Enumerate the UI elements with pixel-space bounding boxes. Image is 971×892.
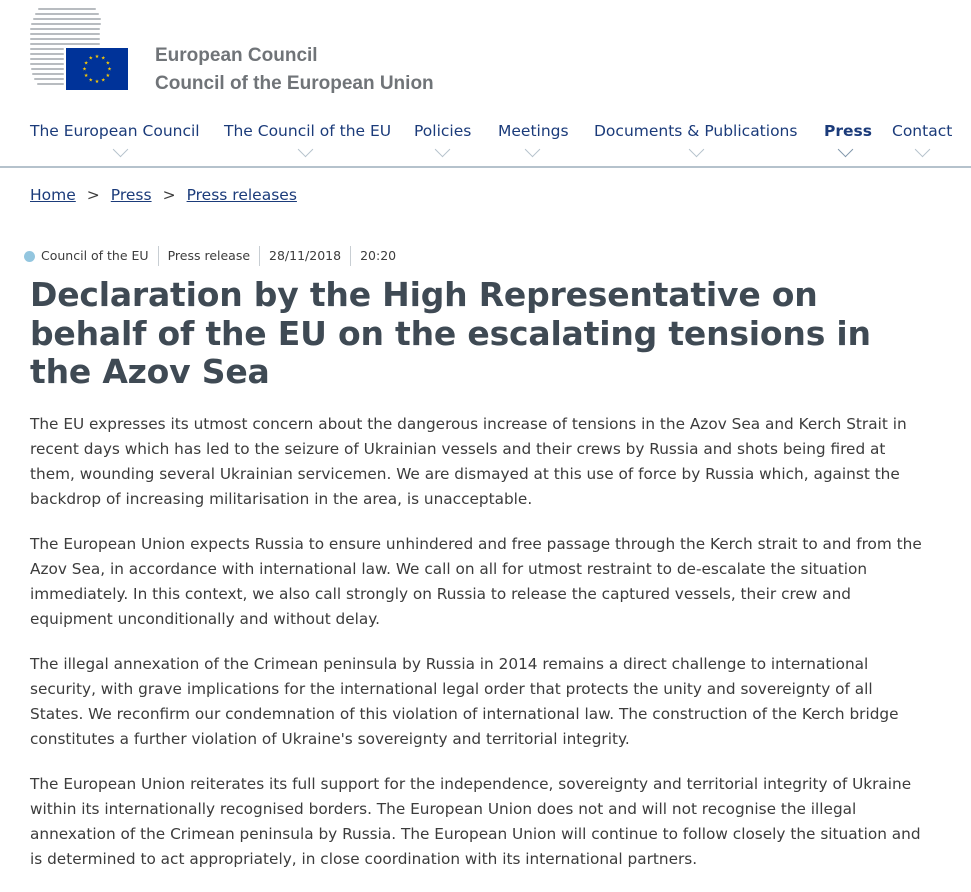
flag-star-icon: ★ <box>101 77 106 84</box>
eu-flag-icon <box>66 48 128 90</box>
brand-line-european-council: European Council <box>155 45 318 66</box>
breadcrumb-press-link[interactable]: Press <box>110 186 152 204</box>
nav-item-meetings[interactable]: Meetings <box>498 122 569 140</box>
flag-star-icon: ★ <box>88 77 93 84</box>
nav-item-european-council[interactable]: The European Council <box>30 122 200 140</box>
eu-council-logo-icon[interactable] <box>30 6 130 90</box>
article-paragraph: The EU expresses its utmost concern about the dangerous increase of tensions in the Azov Sea and Kerch Strait in recent days which has led to the seizure of Ukrainian vessels and their crews by Russia and shots being fired at them, wounding several Ukrainian servicemen. We are dismayed at this use of force by Russia which, against the backdrop of increasing militarisation in the area, is unacceptable. <box>30 415 907 508</box>
nav-item-council-of-eu[interactable]: The Council of the EU <box>224 122 392 140</box>
breadcrumb-separator: > <box>86 186 100 204</box>
breadcrumb-separator: > <box>162 186 176 204</box>
flag-star-icon: ★ <box>82 66 87 73</box>
brand-line-council-of-eu: Council of the European Union <box>155 73 434 94</box>
chevron-down-icon[interactable] <box>689 142 705 158</box>
chevron-down-icon[interactable] <box>435 142 451 158</box>
chevron-down-icon[interactable] <box>113 142 129 158</box>
nav-item-contact[interactable]: Contact <box>892 122 953 140</box>
breadcrumb <box>30 186 297 204</box>
breadcrumb-home-link[interactable]: Home <box>30 186 76 204</box>
source-dot-icon <box>24 251 35 262</box>
nav-item-documents-publications[interactable]: Documents & Publications <box>594 122 798 140</box>
nav-item-policies[interactable]: Policies <box>414 122 472 140</box>
article-paragraph: The European Union reiterates its full support for the independence, sovereignty and territorial integrity of Ukraine within its internationally recognised borders. The European Union does not and will not recognise the illegal annexation of the Crimean peninsula by Russia. The European Union will continue to follow closely the situation and is determined to act appropriately, in close coordination with its international partners. <box>30 775 921 868</box>
main-navigation <box>0 116 971 168</box>
flag-star-icon: ★ <box>105 72 111 79</box>
meta-time: 20:20 <box>350 246 405 266</box>
chevron-down-icon[interactable] <box>525 142 541 158</box>
meta-type: Press release <box>158 246 259 266</box>
article-paragraph: The European Union expects Russia to ensure unhindered and free passage through the Kerch strait to and from the Azov Sea, in accordance with international law. We call on all for utmost restraint to de-escalate the situation immediately. In this context, we also call strongly on Russia to release the captured vessels, their crew and equipment unconditionally and without delay. <box>30 535 922 628</box>
flag-star-icon: ★ <box>94 54 100 60</box>
flag-star-icon: ★ <box>94 79 100 85</box>
brand-name[interactable] <box>155 42 434 98</box>
article-meta <box>24 246 405 266</box>
meta-date: 28/11/2018 <box>259 246 350 266</box>
chevron-down-icon[interactable] <box>915 142 931 158</box>
nav-item-press[interactable]: Press <box>824 122 872 140</box>
page-title: Declaration by the High Representative on behalf of the EU on the escalating tensions in the Azov Sea <box>30 275 871 391</box>
article-paragraph: The illegal annexation of the Crimean peninsula by Russia in 2014 remains a direct challenge to international security, with grave implications for the international legal order that protects the unity and sovereignty of all States. We reconfirm our condemnation of this violation of international law. The construction of the Kerch bridge constitutes a further violation of Ukraine's sovereignty and territorial integrity. <box>30 655 899 748</box>
flag-star-icon: ★ <box>88 55 93 62</box>
flag-star-icon: ★ <box>83 60 89 67</box>
flag-star-icon: ★ <box>107 66 112 73</box>
chevron-down-icon[interactable] <box>298 142 314 158</box>
flag-star-icon: ★ <box>83 72 89 79</box>
flag-star-icon: ★ <box>105 60 111 67</box>
meta-source: Council of the EU <box>41 248 149 263</box>
flag-star-icon: ★ <box>101 55 106 62</box>
article-body <box>30 412 925 892</box>
chevron-down-icon[interactable] <box>838 142 854 158</box>
breadcrumb-press-releases-link[interactable]: Press releases <box>186 186 297 204</box>
